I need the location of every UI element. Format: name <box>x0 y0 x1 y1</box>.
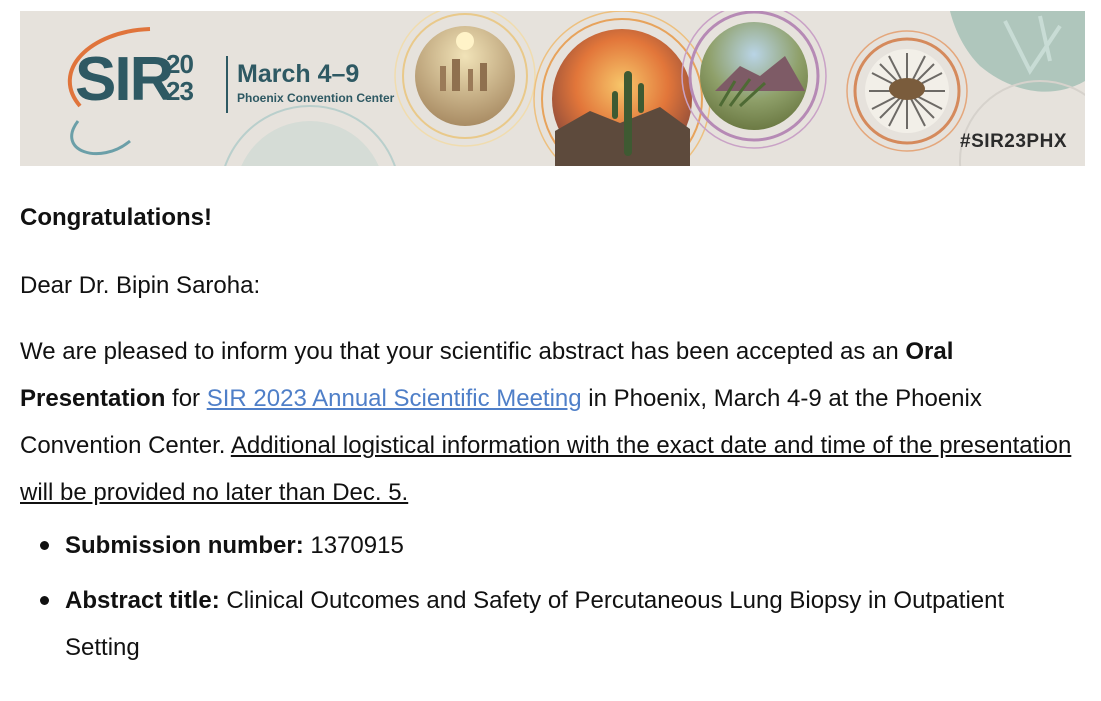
submission-details-list <box>20 522 1085 671</box>
detail-value: Clinical Outcomes and Safety of Percutaneous Lung Biopsy in Outpatient Setting <box>65 587 1005 661</box>
email-heading: Congratulations! <box>20 204 212 231</box>
logo-year-bottom: 23 <box>166 76 193 106</box>
banner-hashtag: #SIR23PHX <box>960 131 1067 152</box>
banner-dates: March 4–9 <box>237 60 360 88</box>
meeting-link[interactable]: SIR 2023 Annual Scientific Meeting <box>206 385 582 412</box>
logistics-note: Additional logistical information with the exact date and time of the presentation will be provided no later than Dec. 5. <box>20 432 1072 506</box>
para-intro: We are pleased to inform you that your scientific abstract has been accepted as an <box>20 338 906 365</box>
detail-label: Abstract title: <box>65 587 220 614</box>
para-after-link: in Phoenix, March 4-9 at the Phoenix Convention Center. <box>20 385 982 459</box>
bullet-icon <box>40 596 49 605</box>
list-item <box>20 577 1085 671</box>
logo-sir-text: SIR <box>75 45 173 114</box>
email-greeting: Dear Dr. Bipin Saroha: <box>20 272 261 299</box>
logo-divider <box>226 56 228 113</box>
logo-year-top: 20 <box>166 49 193 79</box>
bullet-icon <box>40 541 49 550</box>
list-item <box>20 522 1085 569</box>
acceptance-paragraph <box>20 328 1085 516</box>
conference-banner <box>20 11 1085 166</box>
banner-venue: Phoenix Convention Center <box>237 91 395 105</box>
email-body <box>20 196 1085 679</box>
para-for: for <box>165 385 207 412</box>
logo-year <box>166 51 193 105</box>
presentation-type: Oral Presentation <box>20 338 954 412</box>
detail-label: Submission number: <box>65 532 304 559</box>
detail-value: 1370915 <box>303 532 404 559</box>
